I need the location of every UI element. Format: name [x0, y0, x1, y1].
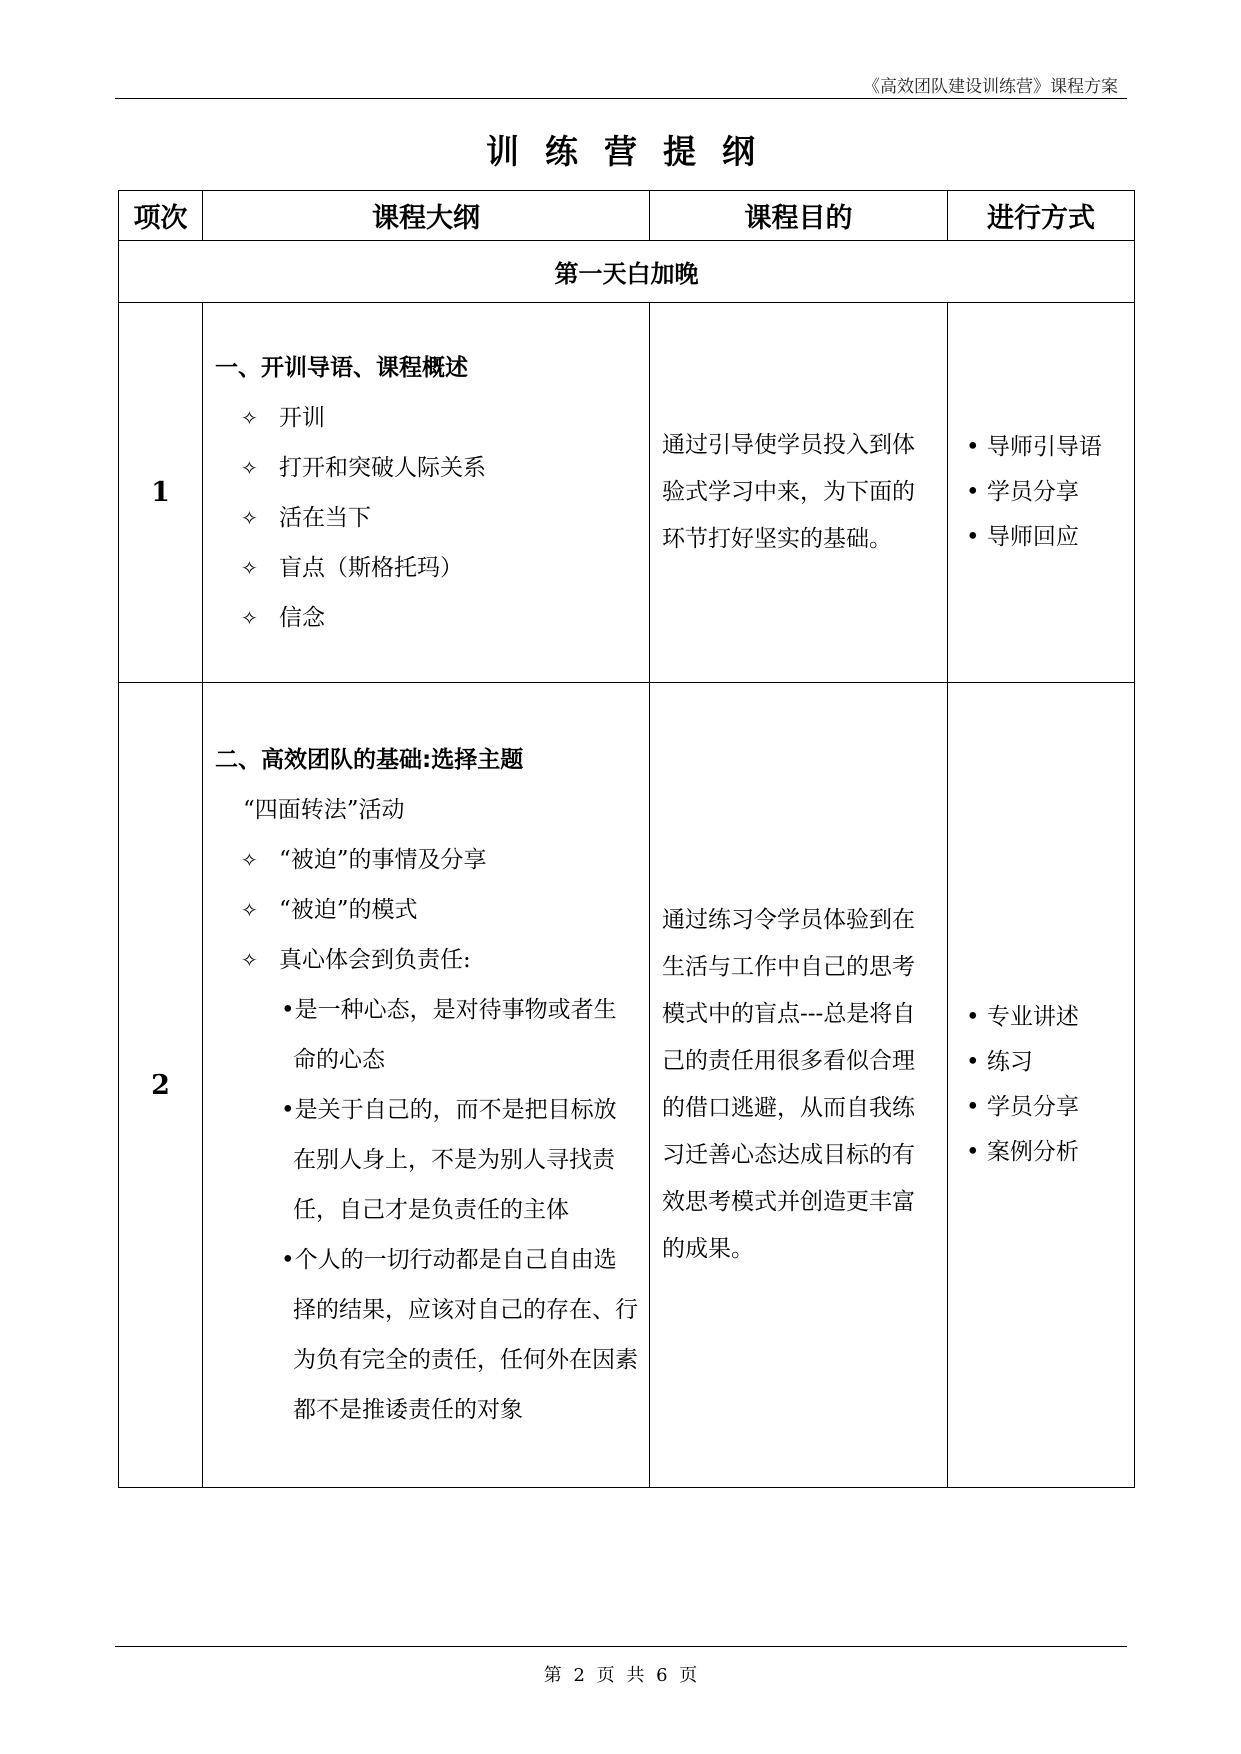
diamond-outline-icon: ✧: [241, 455, 258, 480]
method-cell: [948, 303, 1135, 683]
header-rule: [115, 98, 1127, 99]
outline-cell: [203, 683, 650, 1488]
table-row: [119, 303, 1135, 683]
section-title: 一、开训导语、课程概述: [215, 354, 468, 381]
method-item: • 学员分享: [966, 1094, 1079, 1120]
diamond-outline-icon: ✧: [241, 405, 258, 430]
list-item: ✧ 打开和突破人际关系: [215, 443, 639, 493]
bullet-dot-icon: •: [966, 1049, 987, 1075]
column-header-method: 进行方式: [948, 191, 1135, 241]
list-item: ✧ 开训: [215, 393, 639, 443]
purpose-cell: 通过引导使学员投入到体验式学习中来，为下面的环节打好坚实的基础。: [650, 303, 948, 683]
list-item: ✧ “被迫”的模式: [215, 885, 639, 935]
list-item: ✧ 盲点（斯格托玛）: [215, 543, 639, 593]
list-item: ✧ “被迫”的事情及分享: [215, 835, 639, 885]
bullet-dot-icon: •: [966, 479, 987, 505]
method-item: • 导师回应: [966, 524, 1079, 550]
method-item: • 学员分享: [966, 479, 1079, 505]
table-header-row: [119, 191, 1135, 241]
column-header-outline: 课程大纲: [203, 191, 650, 241]
diamond-outline-icon: ✧: [241, 605, 258, 630]
bullet-dot-icon: •: [966, 1139, 987, 1165]
bullet-dot-icon: •: [966, 434, 987, 460]
day-label: 第一天白加晚: [119, 241, 1135, 303]
footer-rule: [115, 1646, 1127, 1647]
bullet-dot-icon: •: [966, 1094, 987, 1120]
method-item: • 案例分析: [966, 1139, 1079, 1165]
day-row: [119, 241, 1135, 303]
bullet-dot-icon: •: [966, 524, 987, 550]
row-number: 1: [119, 303, 203, 683]
row-number: 2: [119, 683, 203, 1488]
bullet-item: •是关于自己的，而不是把目标放在别人身上，不是为别人寻找责任，自己才是负责任的主体: [281, 1097, 617, 1223]
bullet-item: •是一种心态，是对待事物或者生命的心态: [281, 997, 617, 1073]
bullet-dot-icon: •: [281, 997, 295, 1023]
bullet-dot-icon: •: [281, 1247, 295, 1273]
course-outline-table: [118, 190, 1135, 1488]
diamond-outline-icon: ✧: [241, 948, 258, 972]
method-cell: [948, 683, 1135, 1488]
purpose-cell: 通过练习令学员体验到在生活与工作中自己的思考模式中的盲点---总是将自己的责任用很多看似合理的借口逃避，从而自我练习迁善心态达成目标的有效思考模式并创造更丰富的成果。: [650, 683, 948, 1488]
table-row: [119, 683, 1135, 1488]
list-item: ✧ 真心体会到负责任:: [215, 935, 639, 985]
method-item: • 导师引导语: [966, 434, 1102, 460]
list-item: ✧ 活在当下: [215, 493, 639, 543]
section-title: 二、高效团队的基础:选择主题: [215, 747, 524, 773]
bullet-dot-icon: •: [281, 1097, 295, 1123]
column-header-number: 项次: [119, 191, 203, 241]
method-item: • 专业讲述: [966, 1004, 1079, 1030]
list-item: ✧ 信念: [215, 593, 639, 643]
diamond-outline-icon: ✧: [241, 555, 258, 580]
diamond-outline-icon: ✧: [241, 848, 258, 872]
column-header-purpose: 课程目的: [650, 191, 948, 241]
outline-cell: [203, 303, 650, 683]
bullet-dot-icon: •: [966, 1004, 987, 1030]
activity-label: “四面转法”活动: [243, 797, 405, 823]
running-header: 《高效团队建设训练营》课程方案: [863, 77, 1118, 97]
bullet-item: •个人的一切行动都是自己自由选择的结果，应该对自己的存在、行为负有完全的责任，任何外在因素都不是推诿责任的对象: [281, 1247, 638, 1423]
diamond-outline-icon: ✧: [241, 505, 258, 530]
page-title: 训练营提纲: [486, 132, 781, 171]
page-number: 第 2 页 共 6 页: [543, 1665, 698, 1686]
diamond-outline-icon: ✧: [241, 898, 258, 922]
method-item: • 练习: [966, 1049, 1033, 1075]
